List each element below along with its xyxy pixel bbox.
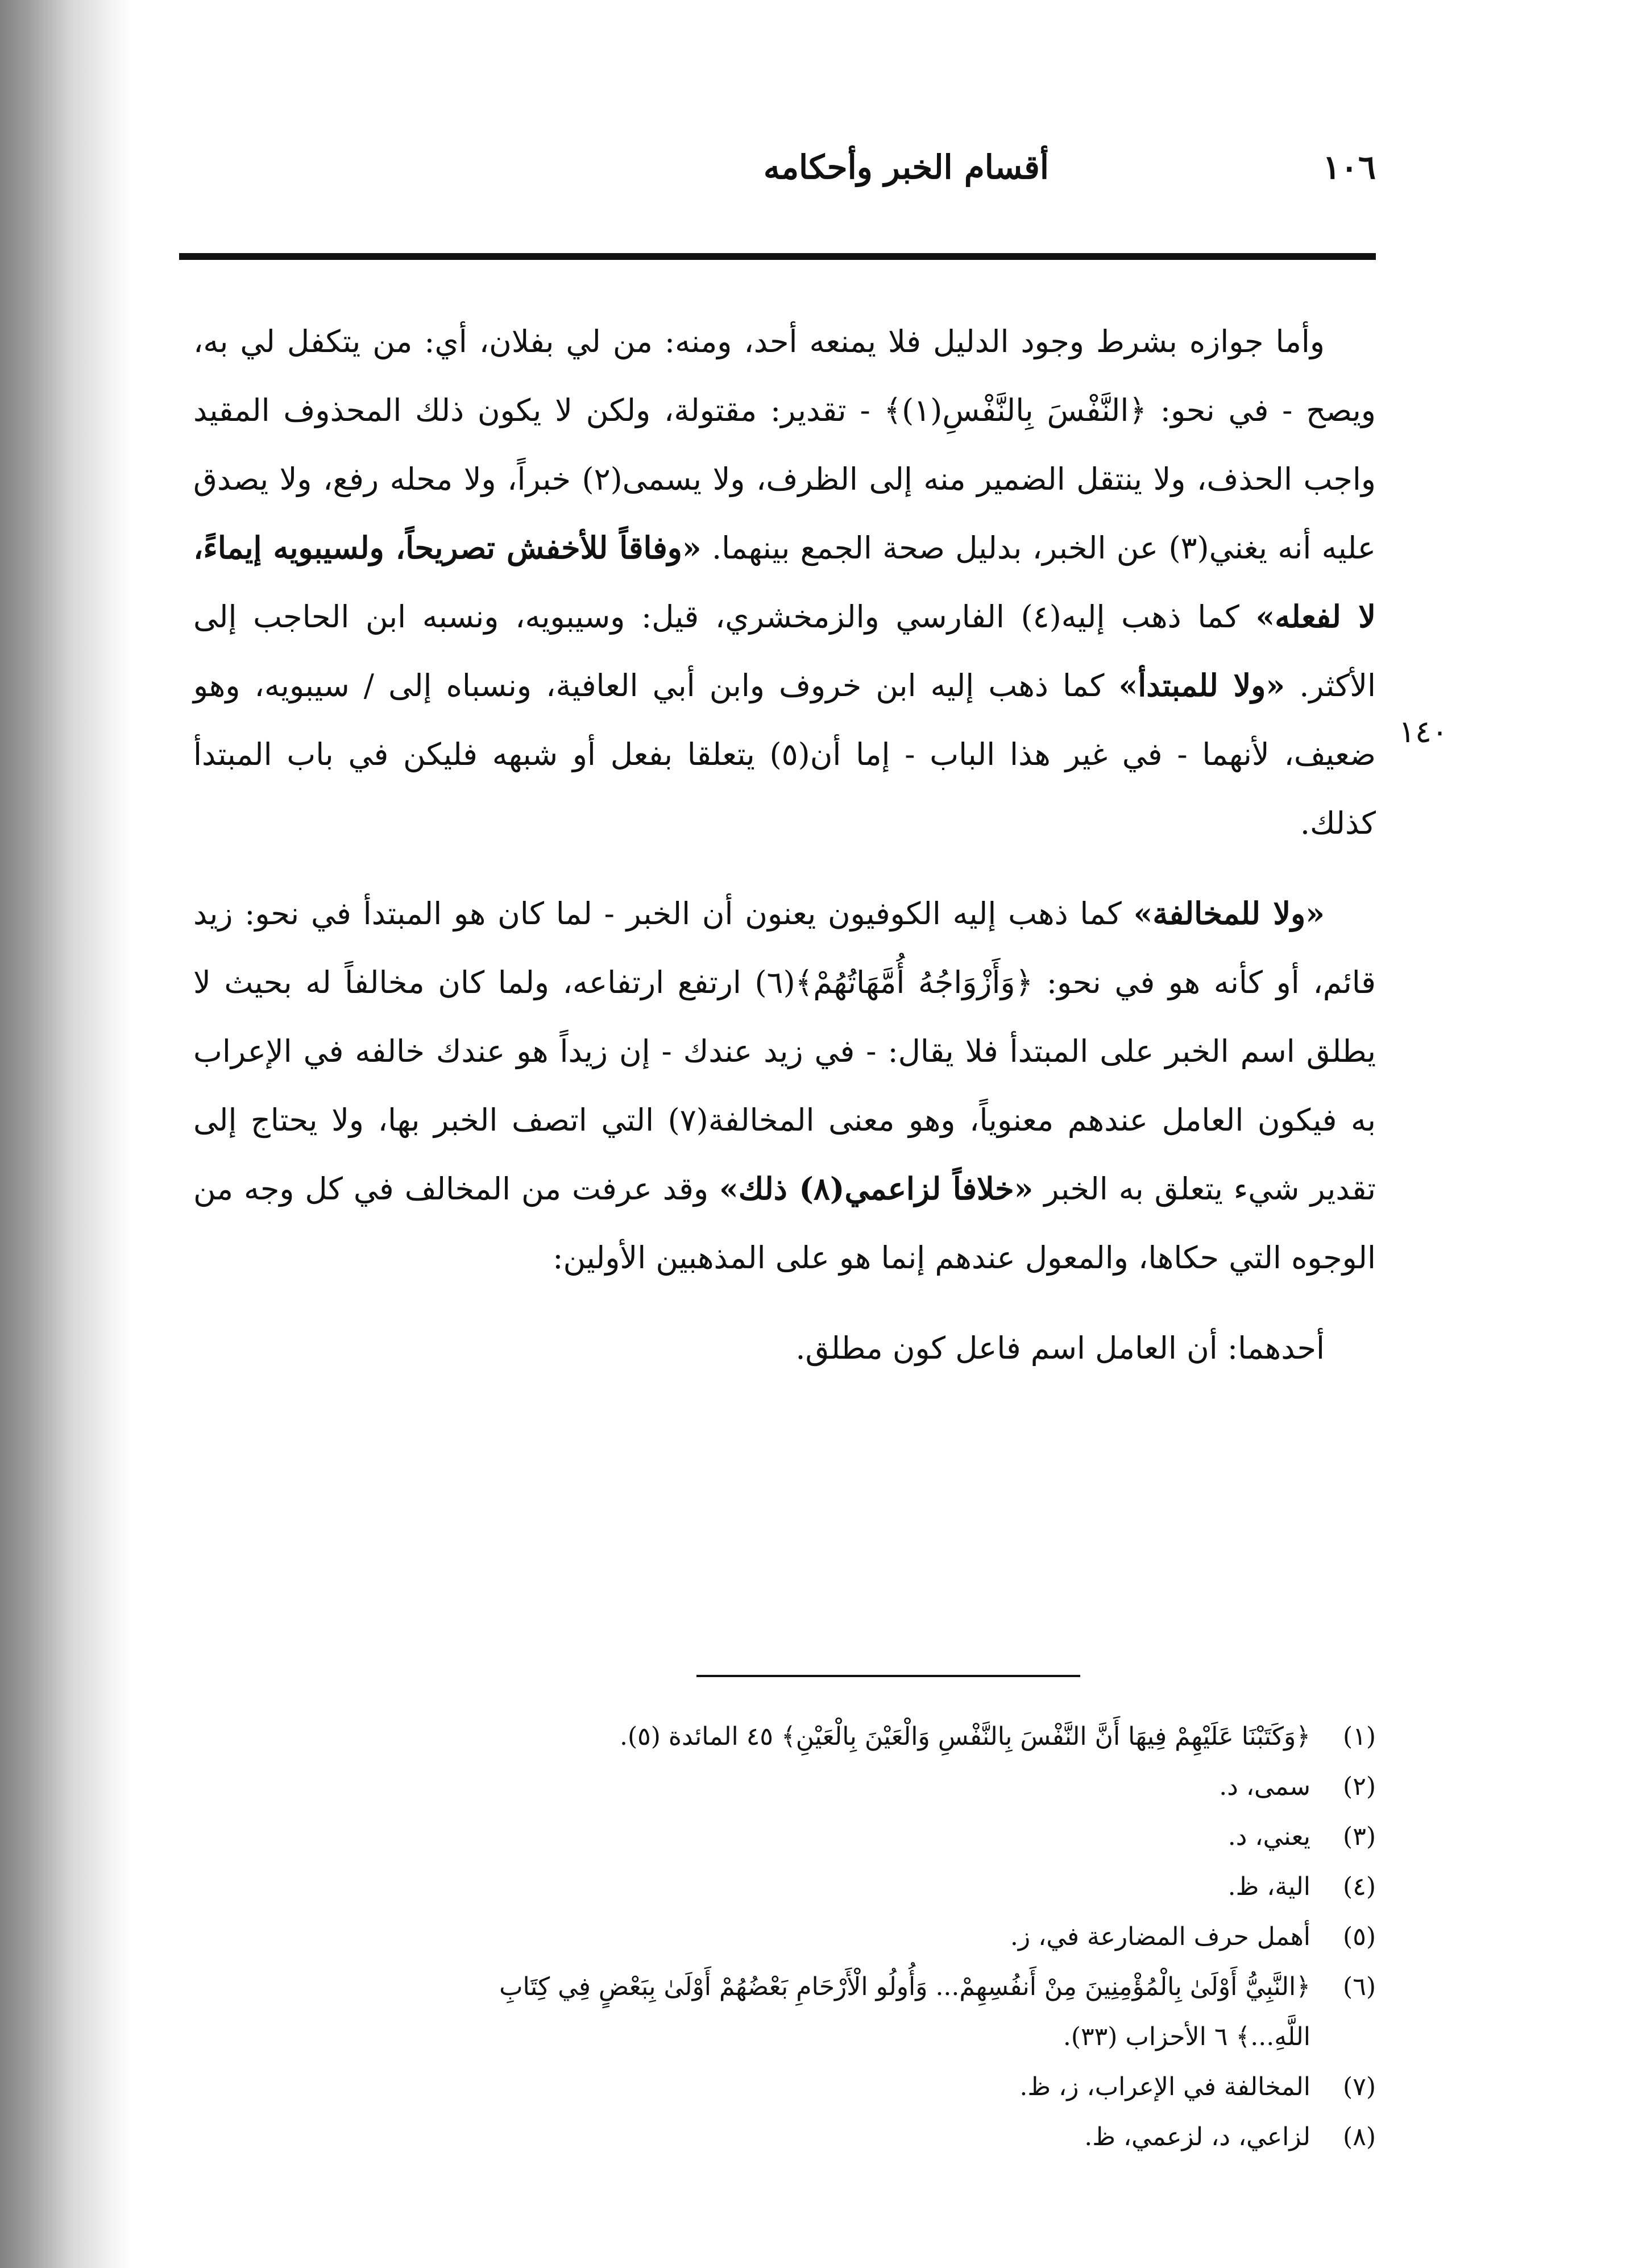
footnote-number: (٨) xyxy=(1343,2122,1376,2151)
margin-reference-number: ١٤٠ xyxy=(1399,714,1449,750)
page-number: ١٠٦ xyxy=(1322,148,1376,187)
page-header xyxy=(176,136,1376,216)
matn-quote-mubtada: «ولا للمبتدأ» xyxy=(1118,667,1285,703)
footnote xyxy=(193,1862,1376,1912)
footnote xyxy=(193,1962,1376,2012)
footnote-text: لزاعي، د، لزعمي، ظ. xyxy=(1084,2122,1310,2151)
scan-shadow xyxy=(0,0,131,2268)
paragraph-2-text-2: وقد عرفت من المخالف في كل وجه من الوجوه التي حكاها، والمعول عندهم إنما هو على المذهبين الأولين: xyxy=(193,1171,1376,1276)
footnote-number: (٧) xyxy=(1343,2072,1376,2101)
footnotes xyxy=(193,1712,1376,2162)
running-title: أقسام الخبر وأحكامه xyxy=(763,148,1049,187)
paragraph-3: أحدهما: أن العامل اسم فاعل كون مطلق. xyxy=(795,1330,1325,1366)
footnote-text: ﴿وَكَتَبْنَا عَلَيْهِمْ فِيهَا أَنَّ النَّفْسَ بِالنَّفْسِ وَالْعَيْنَ بِالْعَيْنِ﴾ ٤٥ المائدة (٥). xyxy=(619,1722,1310,1751)
paragraph-2 xyxy=(193,879,1376,1292)
footnote-text: الية، ظ. xyxy=(1227,1872,1310,1901)
footnote xyxy=(193,2062,1376,2112)
footnote-number: (١) xyxy=(1343,1722,1376,1751)
footnote-number: (٣) xyxy=(1343,1822,1376,1851)
paragraph-1 xyxy=(193,307,1376,858)
book-page xyxy=(176,136,1376,2151)
footnote xyxy=(193,1812,1376,1862)
footnote-number: (٢) xyxy=(1343,1772,1376,1801)
main-text xyxy=(193,307,1376,1383)
paragraph-1-text-3: كما ذهب إليه ابن خروف وابن أبي العافية، ونسباه إلى / سيبويه، وهو ضعيف، لأنهما - في غير هذا الباب - إما أن(٥) يتعلقا بفعل أو شبهه فليكن في باب المبتدأ كذلك. xyxy=(193,668,1376,841)
footnote-text: المخالفة في الإعراب، ز، ظ. xyxy=(1019,2072,1310,2101)
footnote xyxy=(193,1762,1376,1812)
matn-quote-zaimi: «خلافاً لزاعمي(٨) ذلك» xyxy=(719,1170,1034,1207)
footnote xyxy=(193,1712,1376,1762)
paragraph-1-text-2: كما ذهب إليه(٤) الفارسي والزمخشري، قيل: وسيبويه، ونسبه ابن الحاجب إلى الأكثر. xyxy=(193,599,1376,703)
paragraph-1-text: وأما جوازه بشرط وجود الدليل فلا يمنعه أحد، ومنه: من لي بفلان، أي: من يتكفل لي به، ويصح - في نحو: ﴿النَّفْسَ بِالنَّفْسِ(١)﴾ - تقدير: مقتولة، ولكن لا يكون ذلك المحذوف المقيد واجب الحذف، ولا ينتقل الضمير منه إلى الظرف، ولا يسمى(٢) خبراً، ولا محله رفع، ولا يصدق عليه أنه يغني(٣) عن الخبر، بدليل صحة الجمع بينهما. xyxy=(193,324,1376,566)
footnote-number: (٦) xyxy=(1343,1972,1376,2001)
matn-quote-mukhalafa: «ولا للمخالفة» xyxy=(1133,895,1325,932)
footnote-text: سمى، د. xyxy=(1219,1772,1310,1801)
footnote-continuation: اللَّهِ...﴾ ٦ الأحزاب (٣٣). xyxy=(1063,2022,1310,2051)
footnote-rule xyxy=(696,1675,1080,1677)
paragraph-2-text: كما ذهب إليه الكوفيون يعنون أن الخبر - لما كان هو المبتدأ في نحو: زيد قائم، أو كأنه هو في نحو: ﴿وَأَزْوَاجُهُ أُمَّهَاتُهُمْ﴾(٦) ارتفع ارتفاعه، ولما كان مخالفاً له بحيث لا يطلق اسم الخبر على المبتدأ فلا يقال: - في زيد عندك - إن زيداً هو عندك خالفه في الإعراب به فيكون العامل عندهم معنوياً، وهو معنى المخالفة(٧) التي اتصف الخبر بها، ولا يحتاج إلى تقدير شيء يتعلق به الخبر xyxy=(193,896,1376,1207)
footnote-number: (٥) xyxy=(1343,1922,1376,1951)
footnote-text: ﴿النَّبِيُّ أَوْلَىٰ بِالْمُؤْمِنِينَ مِنْ أَنفُسِهِمْ... وَأُولُو الْأَرْحَامِ بَعْضُهُمْ أَوْلَىٰ بِبَعْضٍ فِي كِتَابِ xyxy=(499,1972,1310,2001)
matn-quote-akhfash: «وفاقاً للأخفش تصريحاً، ولسيبويه إيماءً، لا لفعله» xyxy=(193,529,1376,635)
footnote-text: أهمل حرف المضارعة في، ز. xyxy=(1010,1922,1310,1951)
footnote xyxy=(193,1912,1376,1962)
footnote xyxy=(193,2112,1376,2162)
footnote-number: (٤) xyxy=(1343,1872,1376,1901)
header-rule xyxy=(179,253,1376,260)
footnote-text: يعني، د. xyxy=(1227,1822,1310,1851)
